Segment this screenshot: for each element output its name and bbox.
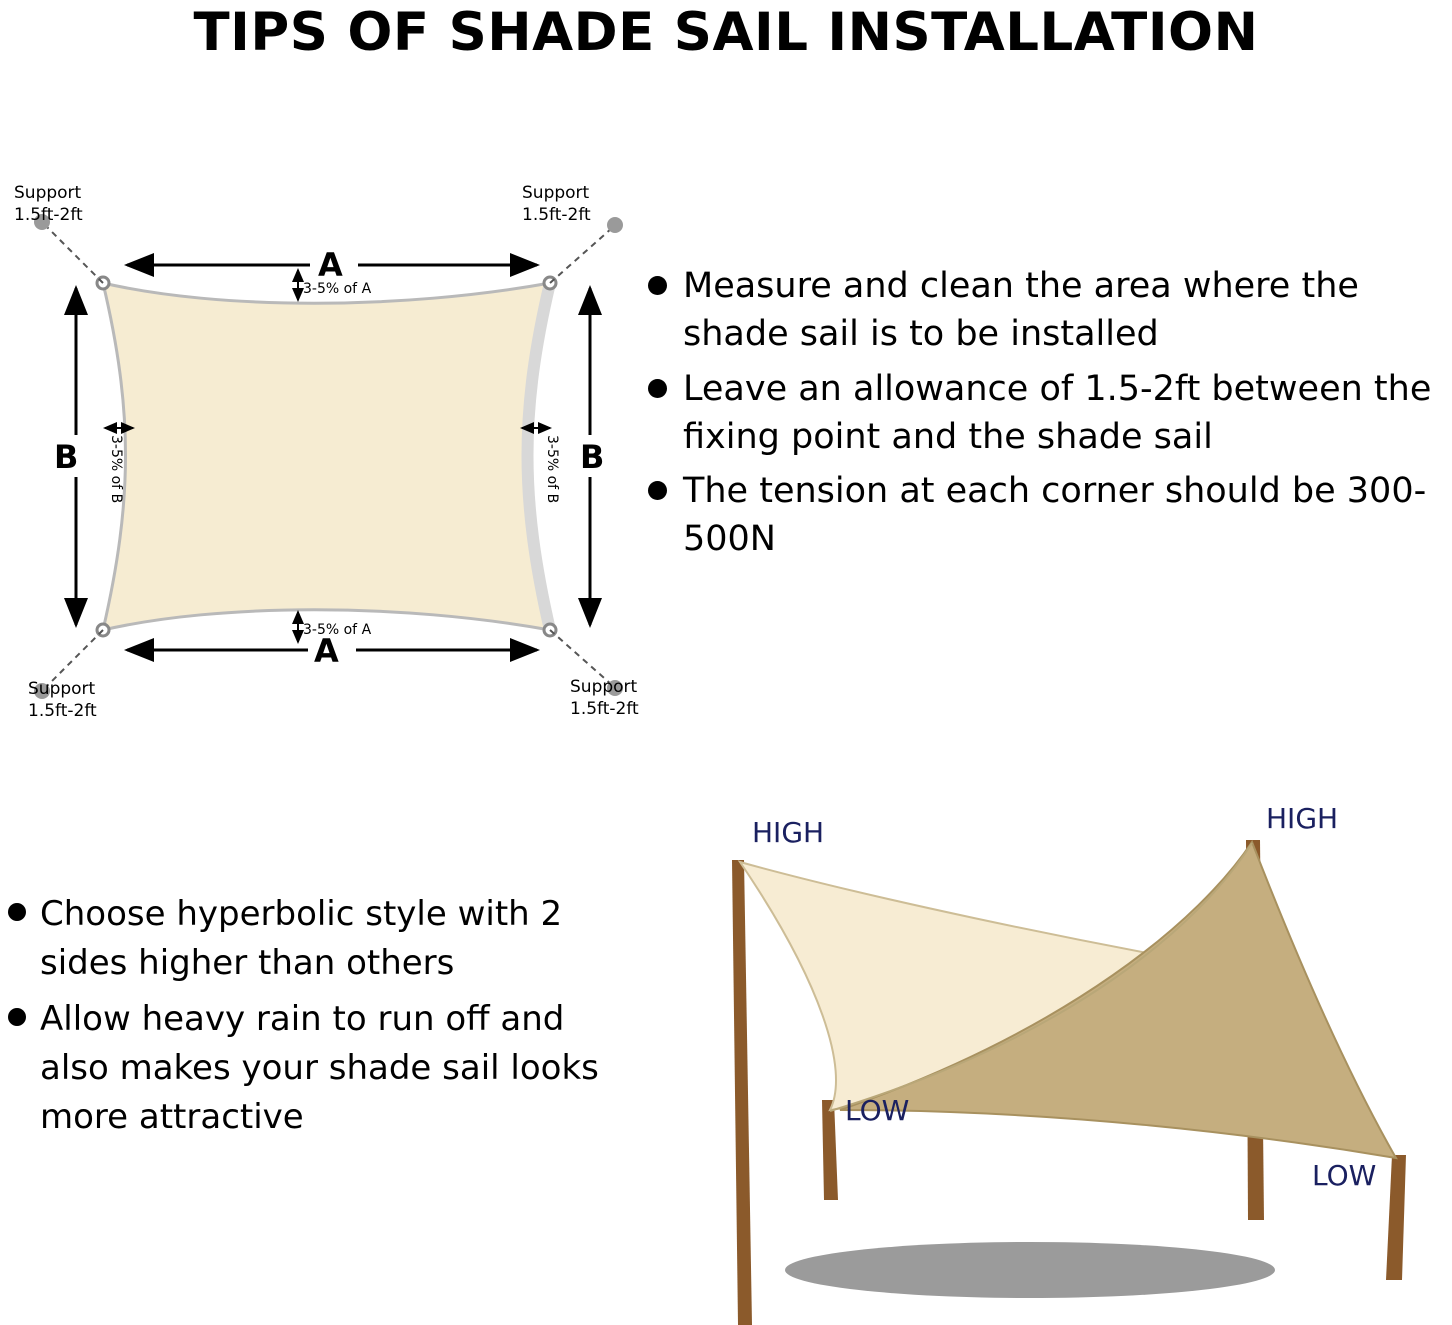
support-dot-top-right [607,217,623,233]
label-high-right: HIGH [1266,802,1339,835]
label-low-left: LOW [845,1094,910,1127]
dimension-label-a-top: A [318,246,343,284]
hyperbolic-sail-illustration [640,780,1452,1325]
bullet-dot-icon [8,903,26,921]
bullet-dot-icon [648,276,667,295]
support-label-bottom-left-line2: 1.5ft-2ft [28,701,97,721]
support-label-bottom-left-line1: Support [28,679,96,699]
support-label-top-left-line1: Support [14,183,82,203]
curve-label-top: 3-5% of A [303,281,372,297]
bullet-dot-icon [8,1008,26,1026]
bullet-dot-icon [648,481,667,500]
bullet-dot-icon [648,379,667,398]
list-item [648,262,1448,359]
post-back-left [732,860,752,1325]
label-high-left: HIGH [752,816,825,849]
list-item [0,995,630,1143]
post-front-left [822,1100,838,1200]
list-item-text: The tension at each corner should be 300-500N [683,471,1427,560]
list-item-text: Choose hyperbolic style with 2 sides higher than others [40,894,563,984]
list-item [0,890,630,989]
ground-shadow [785,1242,1275,1298]
list-item-text: Allow heavy rain to run off and also makes your shade sail looks more attractive [40,998,599,1138]
dimension-label-b-left: B [54,438,79,476]
list-item [648,467,1448,564]
support-line-top-left [45,225,103,283]
label-low-right: LOW [1312,1159,1377,1192]
support-line-top-right [550,228,612,283]
curve-label-right: 3-5% of B [544,435,560,504]
dimension-label-b-right: B [580,438,605,476]
installation-tips-list [648,262,1448,570]
dimension-label-a-bottom: A [314,632,339,670]
support-label-bottom-right-line2: 1.5ft-2ft [570,699,639,719]
support-label-top-right-line1: Support [522,183,590,203]
support-label-top-right-line2: 1.5ft-2ft [522,205,591,225]
list-item-text: Measure and clean the area where the shade sail is to be installed [683,266,1359,355]
curve-label-bottom: 3-5% of A [303,622,372,638]
list-item-text: Leave an allowance of 1.5-2ft between the fixing point and the shade sail [683,368,1432,457]
page-title: TIPS OF SHADE SAIL INSTALLATION [193,2,1259,63]
curve-label-left: 3-5% of B [108,435,124,504]
post-front-right [1386,1155,1406,1280]
support-label-top-left-line2: 1.5ft-2ft [14,205,83,225]
hyperbolic-style-tips-list [0,890,630,1148]
list-item [648,365,1448,462]
sail-shape [103,283,550,630]
support-label-bottom-right-line1: Support [570,677,638,697]
rectangular-sail-diagram [0,160,660,740]
